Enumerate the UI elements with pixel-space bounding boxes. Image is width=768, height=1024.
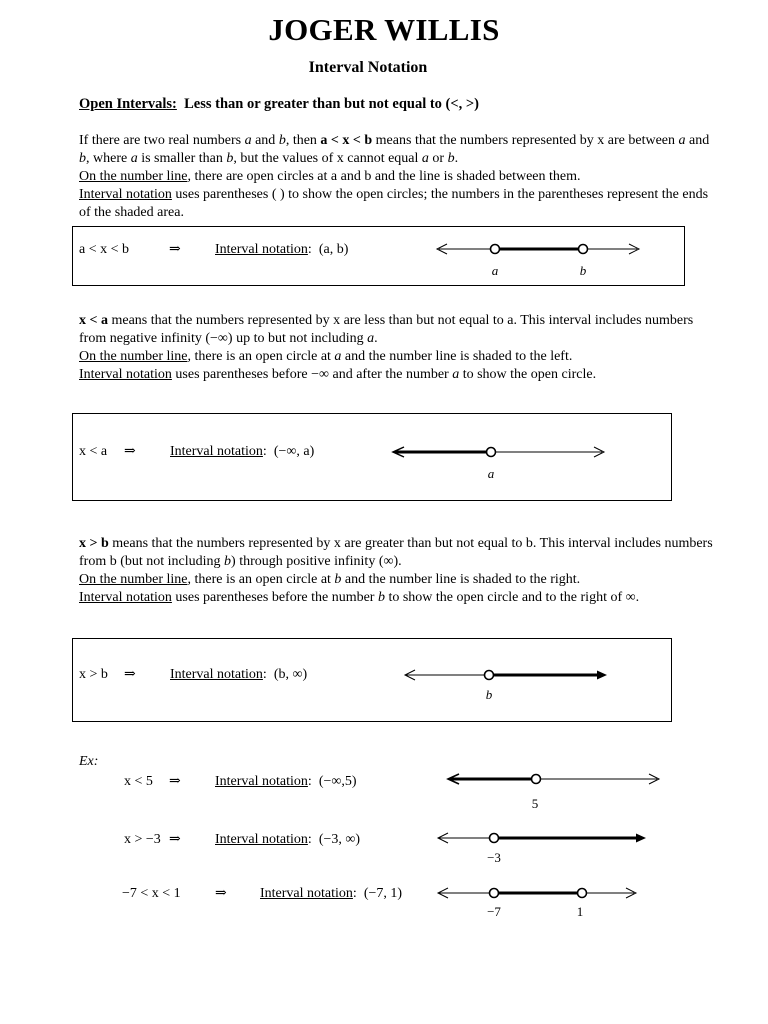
right-arrowhead <box>597 671 607 680</box>
number-line-label: On the number line <box>79 169 188 184</box>
text: . <box>454 151 459 166</box>
open-circle-b <box>579 245 588 254</box>
text: and <box>255 133 276 148</box>
open-circle-a <box>491 245 500 254</box>
tick-label-5: 5 <box>531 796 539 811</box>
interval-notation-label: Interval notation <box>215 242 308 257</box>
example-2-interval-notation <box>215 832 360 848</box>
colon: : <box>307 774 312 789</box>
infinity-symbol: ∞ <box>625 590 636 605</box>
text: up to but not including <box>236 331 364 346</box>
interval-notation-label: Interval notation <box>260 886 353 901</box>
text: , there are open circles at a and b and the line is shaded between them. <box>187 169 581 184</box>
text: ) through positive infinity <box>231 554 376 569</box>
var-b: b <box>447 151 455 166</box>
open-circle <box>490 834 499 843</box>
box-interval-notation <box>170 667 307 683</box>
number-line-svg <box>433 239 643 261</box>
implies-arrow: ⇒ <box>169 242 181 257</box>
example-3-arrow: ⇒ <box>215 886 227 901</box>
inequality: a < x < b <box>320 133 373 148</box>
inequality: x > b <box>79 536 109 551</box>
example-1-interval-notation <box>215 774 357 790</box>
neg-infinity: (−∞) <box>205 331 233 346</box>
number-line-svg <box>434 828 652 850</box>
interval-value: (−∞,5) <box>318 774 357 789</box>
box-expression: a < x < b <box>79 242 130 257</box>
tick-label-neg7: −7 <box>487 904 501 919</box>
example-3-number-line <box>434 883 640 919</box>
text: , but the values of x cannot equal <box>233 151 419 166</box>
open-intervals-line-3 <box>79 186 719 222</box>
interval-notation-label: Interval notation <box>170 667 263 682</box>
var-b: b <box>79 151 86 166</box>
text: , there is an open circle at <box>187 572 331 587</box>
number-line-svg <box>434 883 640 905</box>
number-line-label: On the number line <box>79 349 188 364</box>
interval-notation-label: Interval notation <box>79 367 172 382</box>
examples-label: Ex: <box>79 754 99 769</box>
tick-label-b: b <box>579 263 587 278</box>
box-interval-notation <box>215 242 348 258</box>
open-circle-a <box>487 448 496 457</box>
heading-rest: Less than or greater than but not equal to (<, >) <box>184 96 479 112</box>
greater-than-line-2 <box>79 571 719 589</box>
text: means that the numbers represented by x are greater than but not equal to b. This interval includes numbers from b (but not including <box>79 536 713 569</box>
number-line-svg <box>401 665 611 687</box>
number-line-right <box>401 665 611 702</box>
interval-value: (a, b) <box>318 242 349 257</box>
text: to show the open circle and to the right of <box>388 590 623 605</box>
implies-arrow: ⇒ <box>124 667 136 682</box>
greater-than-line-1: x > b means that the numbers represented by x are greater than but not equal to b. This interval includes numbers from b (but not including b) through positive infinity (∞). <box>79 536 713 569</box>
less-than-paragraph <box>79 312 719 384</box>
text: is smaller than <box>141 151 223 166</box>
colon: : <box>262 667 267 682</box>
number-line-svg <box>388 442 608 464</box>
text: and <box>689 133 710 148</box>
box-expression: x > b <box>79 667 108 682</box>
number-line-left <box>388 442 608 481</box>
open-circle-left <box>490 889 499 898</box>
text: uses parentheses before <box>175 367 308 382</box>
heading-label: Open Intervals: <box>79 96 177 112</box>
text: uses parentheses before the number <box>175 590 375 605</box>
text: If there are two real numbers <box>79 133 242 148</box>
example-1-number-line <box>445 769 661 811</box>
example-box-a-lt-x-lt-b <box>72 226 685 286</box>
open-circle-right <box>578 889 587 898</box>
open-intervals-heading <box>79 96 479 113</box>
number-line-between <box>433 239 643 278</box>
number-line-label: On the number line <box>79 572 188 587</box>
interval-notation-label: Interval notation <box>170 444 263 459</box>
var-b: b <box>226 151 234 166</box>
interval-notation-label: Interval notation <box>79 187 172 202</box>
text: to show the open circle. <box>462 367 597 382</box>
interval-value: (−7, 1) <box>363 886 403 901</box>
text: means that the numbers represented by x are between <box>375 133 675 148</box>
colon: : <box>352 886 357 901</box>
var-a: a <box>421 151 429 166</box>
var-a: a <box>244 133 252 148</box>
var-a: a <box>130 151 138 166</box>
greater-than-paragraph <box>79 535 719 607</box>
open-intervals-line-2 <box>79 168 719 186</box>
colon: : <box>262 444 267 459</box>
open-intervals-paragraph <box>79 132 719 222</box>
example-3-expression: −7 < x < 1 <box>122 886 181 901</box>
less-than-line-1: x < a means that the numbers represented by x are less than but not equal to a. This interval includes numbers from negative infinity (−∞) up to but not including a. <box>79 313 694 346</box>
tick-label-a: a <box>487 466 495 481</box>
text: and after the number <box>332 367 449 382</box>
text: and the number line is shaded to the left. <box>344 349 573 364</box>
example-2-arrow: ⇒ <box>169 832 181 847</box>
text: and the number line is shaded to the right. <box>344 572 581 587</box>
example-box-x-gt-b <box>72 638 672 722</box>
right-arrowhead <box>636 834 646 843</box>
text: or <box>432 151 445 166</box>
less-than-line-2 <box>79 348 719 366</box>
text: uses parentheses ( ) to show the open circles; the numbers in the parentheses represent the ends of the shaded area. <box>79 187 709 220</box>
example-2-expression: x > −3 <box>124 832 161 847</box>
example-1-expression: x < 5 <box>124 774 153 789</box>
greater-than-line-3: Interval notation uses parentheses before the number b to show the open circle and to the right of ∞. <box>79 590 640 605</box>
interval-notation-label: Interval notation <box>79 590 172 605</box>
example-3-interval-notation <box>260 886 402 902</box>
example-box-x-lt-a <box>72 413 672 501</box>
interval-value: (−3, ∞) <box>318 832 361 847</box>
interval-value: (−∞, a) <box>273 444 315 459</box>
example-2-number-line <box>434 828 652 865</box>
text: , then <box>285 133 317 148</box>
open-circle-b <box>485 671 494 680</box>
interval-notation-label: Interval notation <box>215 774 308 789</box>
var-b: b <box>278 133 286 148</box>
implies-arrow: ⇒ <box>124 444 136 459</box>
var-a: a <box>334 349 342 364</box>
page-subtitle: Interval Notation <box>308 59 428 76</box>
text: means that the numbers represented by x are less than but not equal to a. This interval includes numbers from negative infinity <box>79 313 694 346</box>
pos-infinity: (∞) <box>378 554 399 569</box>
open-intervals-line-1 <box>79 132 719 168</box>
box-interval-notation <box>170 444 314 460</box>
page-title: JOGER WILLIS <box>268 12 500 47</box>
interval-value: (b, ∞) <box>273 667 308 682</box>
open-circle <box>532 775 541 784</box>
var-b: b <box>377 590 385 605</box>
text: , there is an open circle at <box>187 349 331 364</box>
colon: : <box>307 832 312 847</box>
tick-label-b: b <box>485 687 493 702</box>
tick-label-a: a <box>491 263 499 278</box>
tick-label-1: 1 <box>576 904 584 919</box>
inequality: x < a <box>79 313 108 328</box>
less-than-line-3 <box>79 366 719 384</box>
var-b: b <box>334 572 342 587</box>
neg-infinity-symbol: −∞ <box>311 367 329 382</box>
var-b: b <box>224 554 232 569</box>
var-a: a <box>452 367 460 382</box>
text: , where <box>86 151 128 166</box>
interval-notation-label: Interval notation <box>215 832 308 847</box>
tick-label-neg3: −3 <box>487 850 501 865</box>
colon: : <box>307 242 312 257</box>
var-a: a <box>678 133 686 148</box>
example-1-arrow: ⇒ <box>169 774 181 789</box>
var-a: a <box>367 331 375 346</box>
box-expression: x < a <box>79 444 108 459</box>
number-line-svg <box>445 769 661 791</box>
